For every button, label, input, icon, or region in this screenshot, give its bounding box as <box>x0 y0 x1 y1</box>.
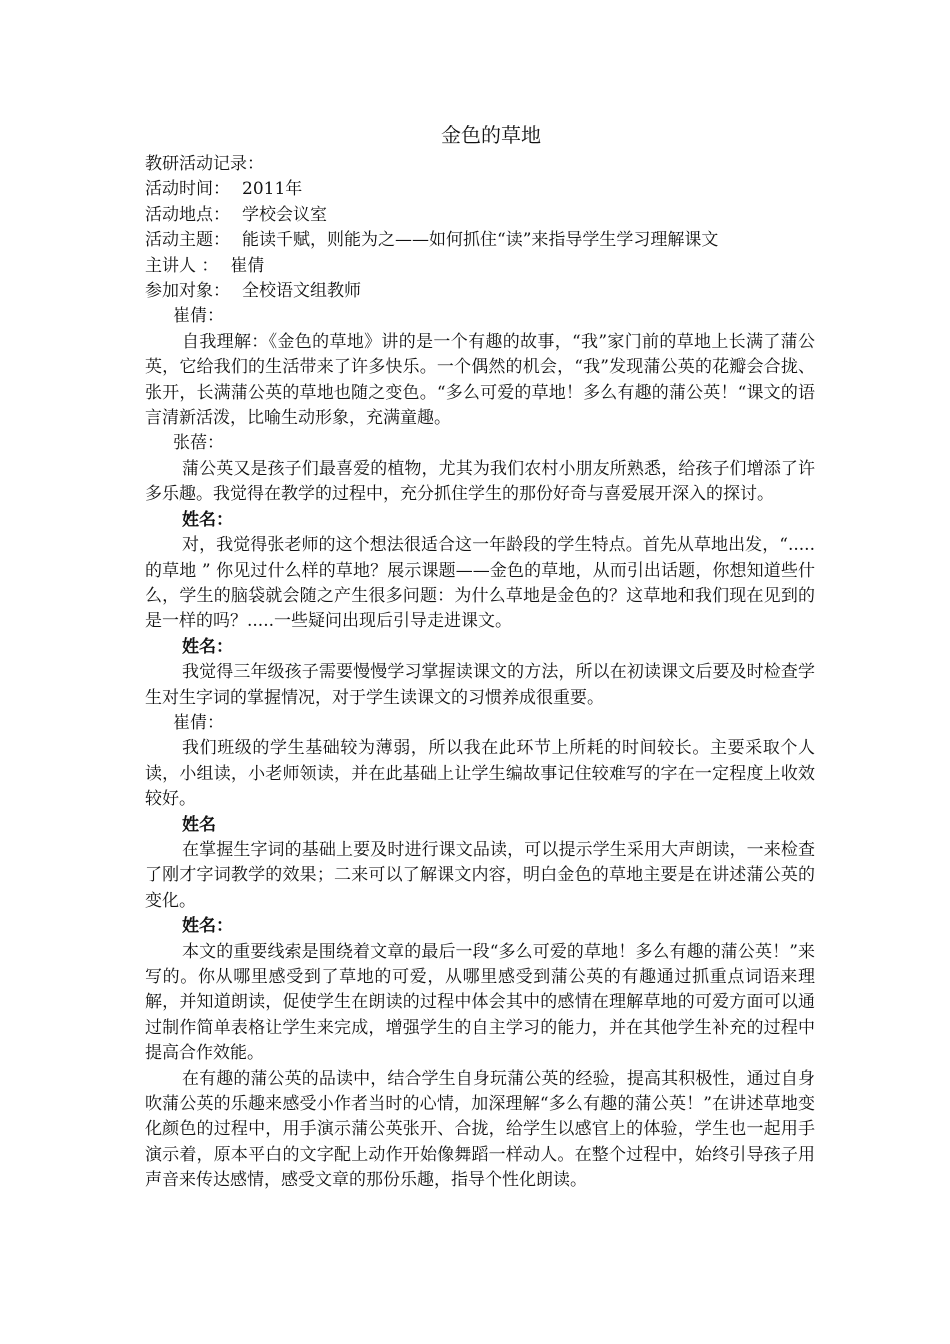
speaker-name: 姓名： <box>182 509 233 530</box>
meta-label: 活动时间： <box>145 179 230 200</box>
meta-time <box>145 177 815 202</box>
meta-value: 崔倩 <box>230 255 265 276</box>
document-title: 金色的草地 <box>441 123 541 147</box>
meta-label: 主讲人 ： <box>145 255 219 276</box>
meta-topic <box>145 228 815 253</box>
discussion-paragraph: 对，我觉得张老师的这个想法很适合这一年龄段的学生特点。首先从草地出发，“.....的草地 ” 你见过什么样的草地？展示课题——金色的草地，从而引出话题，你想知道些什么，学生的脑袋就会随之产生很多问题：为什么草地是金色的？这草地和我们现在见到的是一样的吗？.....一些疑问出现后引导走进课文。 <box>145 535 815 632</box>
meta-value: 全校语文组教师 <box>242 281 361 302</box>
discussion-paragraph: 我们班级的学生基础较为薄弱，所以我在此环节上所耗的时间较长。主要采取个人读，小组读，小老师领读，并在此基础上让学生编故事记住较难写的字在一定程度上收效较好。 <box>145 738 815 810</box>
discussion-paragraph: 在掌握生字词的基础上要及时进行课文品读，可以提示学生采用大声朗读，一来检查了刚才字词教学的效果；二来可以了解课文内容，明白金色的草地主要是在讲述蒲公英的变化。 <box>145 839 815 911</box>
meta-participants <box>145 279 815 304</box>
discussion-paragraph: 蒲公英又是孩子们最喜爱的植物，尤其为我们农村小朋友所熟悉，给孩子们增添了许多乐趣。我觉得在教学的过程中，充分抓住学生的那份好奇与喜爱展开深入的探讨。 <box>145 458 815 505</box>
speaker-name: 姓名 <box>182 814 216 835</box>
meta-speaker <box>145 254 815 279</box>
meta-label: 参加对象： <box>145 281 230 302</box>
discussion-paragraph: 自我理解：《金色的草地》讲的是一个有趣的故事，“我”家门前的草地上长满了蒲公英，它给我们的生活带来了许多快乐。一个偶然的机会，“我”发现蒲公英的花瓣会合拢、张开，长满蒲公英的草地也随之变色。“多么可爱的草地！多么有趣的蒲公英！“课文的语言清新活泼，比喻生动形象，充满童趣。 <box>145 331 815 429</box>
speaker-name: 姓名： <box>182 636 233 657</box>
meta-value: 能读千赋，则能为之——如何抓住“读”来指导学生学习理解课文 <box>242 230 719 251</box>
speaker-name: 崔倩： <box>173 712 224 733</box>
document-page <box>145 118 815 1194</box>
meta-value: 2011年 <box>242 179 303 200</box>
discussion-paragraph: 本文的重要线索是围绕着文章的最后一段“多么可爱的草地！多么有趣的蒲公英！”来写的。你从哪里感受到了草地的可爱，从哪里感受到蒲公英的有趣通过抓重点词语来理解，并知道朗读，促使学生在朗读的过程中体会其中的感情在理解草地的可爱方面可以通过制作简单表格让学生来完成，增强学生的自主学习的能力，并在其他学生补充的过程中提高合作效能。 <box>145 941 815 1064</box>
discussion-paragraph: 在有趣的蒲公英的品读中，结合学生自身玩蒲公英的经验，提高其积极性，通过自身吹蒲公英的乐趣来感受小作者当时的心情，加深理解“多么有趣的蒲公英！”在讲述草地变化颜色的过程中，用手演示蒲公英张开、合拢，给学生以感官上的体验，学生也一起用手演示着，原本平白的文字配上动作开始像舞蹈一样动人。在整个过程中，始终引导孩子用声音来传达感情，感受文章的那份乐趣，指导个性化朗读。 <box>145 1068 815 1191</box>
meta-value: 学校会议室 <box>242 204 327 225</box>
speaker-name: 张蓓： <box>173 433 224 454</box>
meta-label: 活动地点： <box>145 204 230 225</box>
speaker-name: 崔倩： <box>173 306 224 327</box>
speaker-name: 姓名： <box>182 916 233 937</box>
record-label: 教研活动记录： <box>145 154 264 174</box>
discussion-paragraph: 我觉得三年级孩子需要慢慢学习掌握读课文的方法，所以在初读课文后要及时检查学生对生字词的掌握情况，对于学生读课文的习惯养成很重要。 <box>145 662 815 708</box>
meta-location <box>145 203 815 228</box>
meta-label: 活动主题： <box>145 230 230 251</box>
